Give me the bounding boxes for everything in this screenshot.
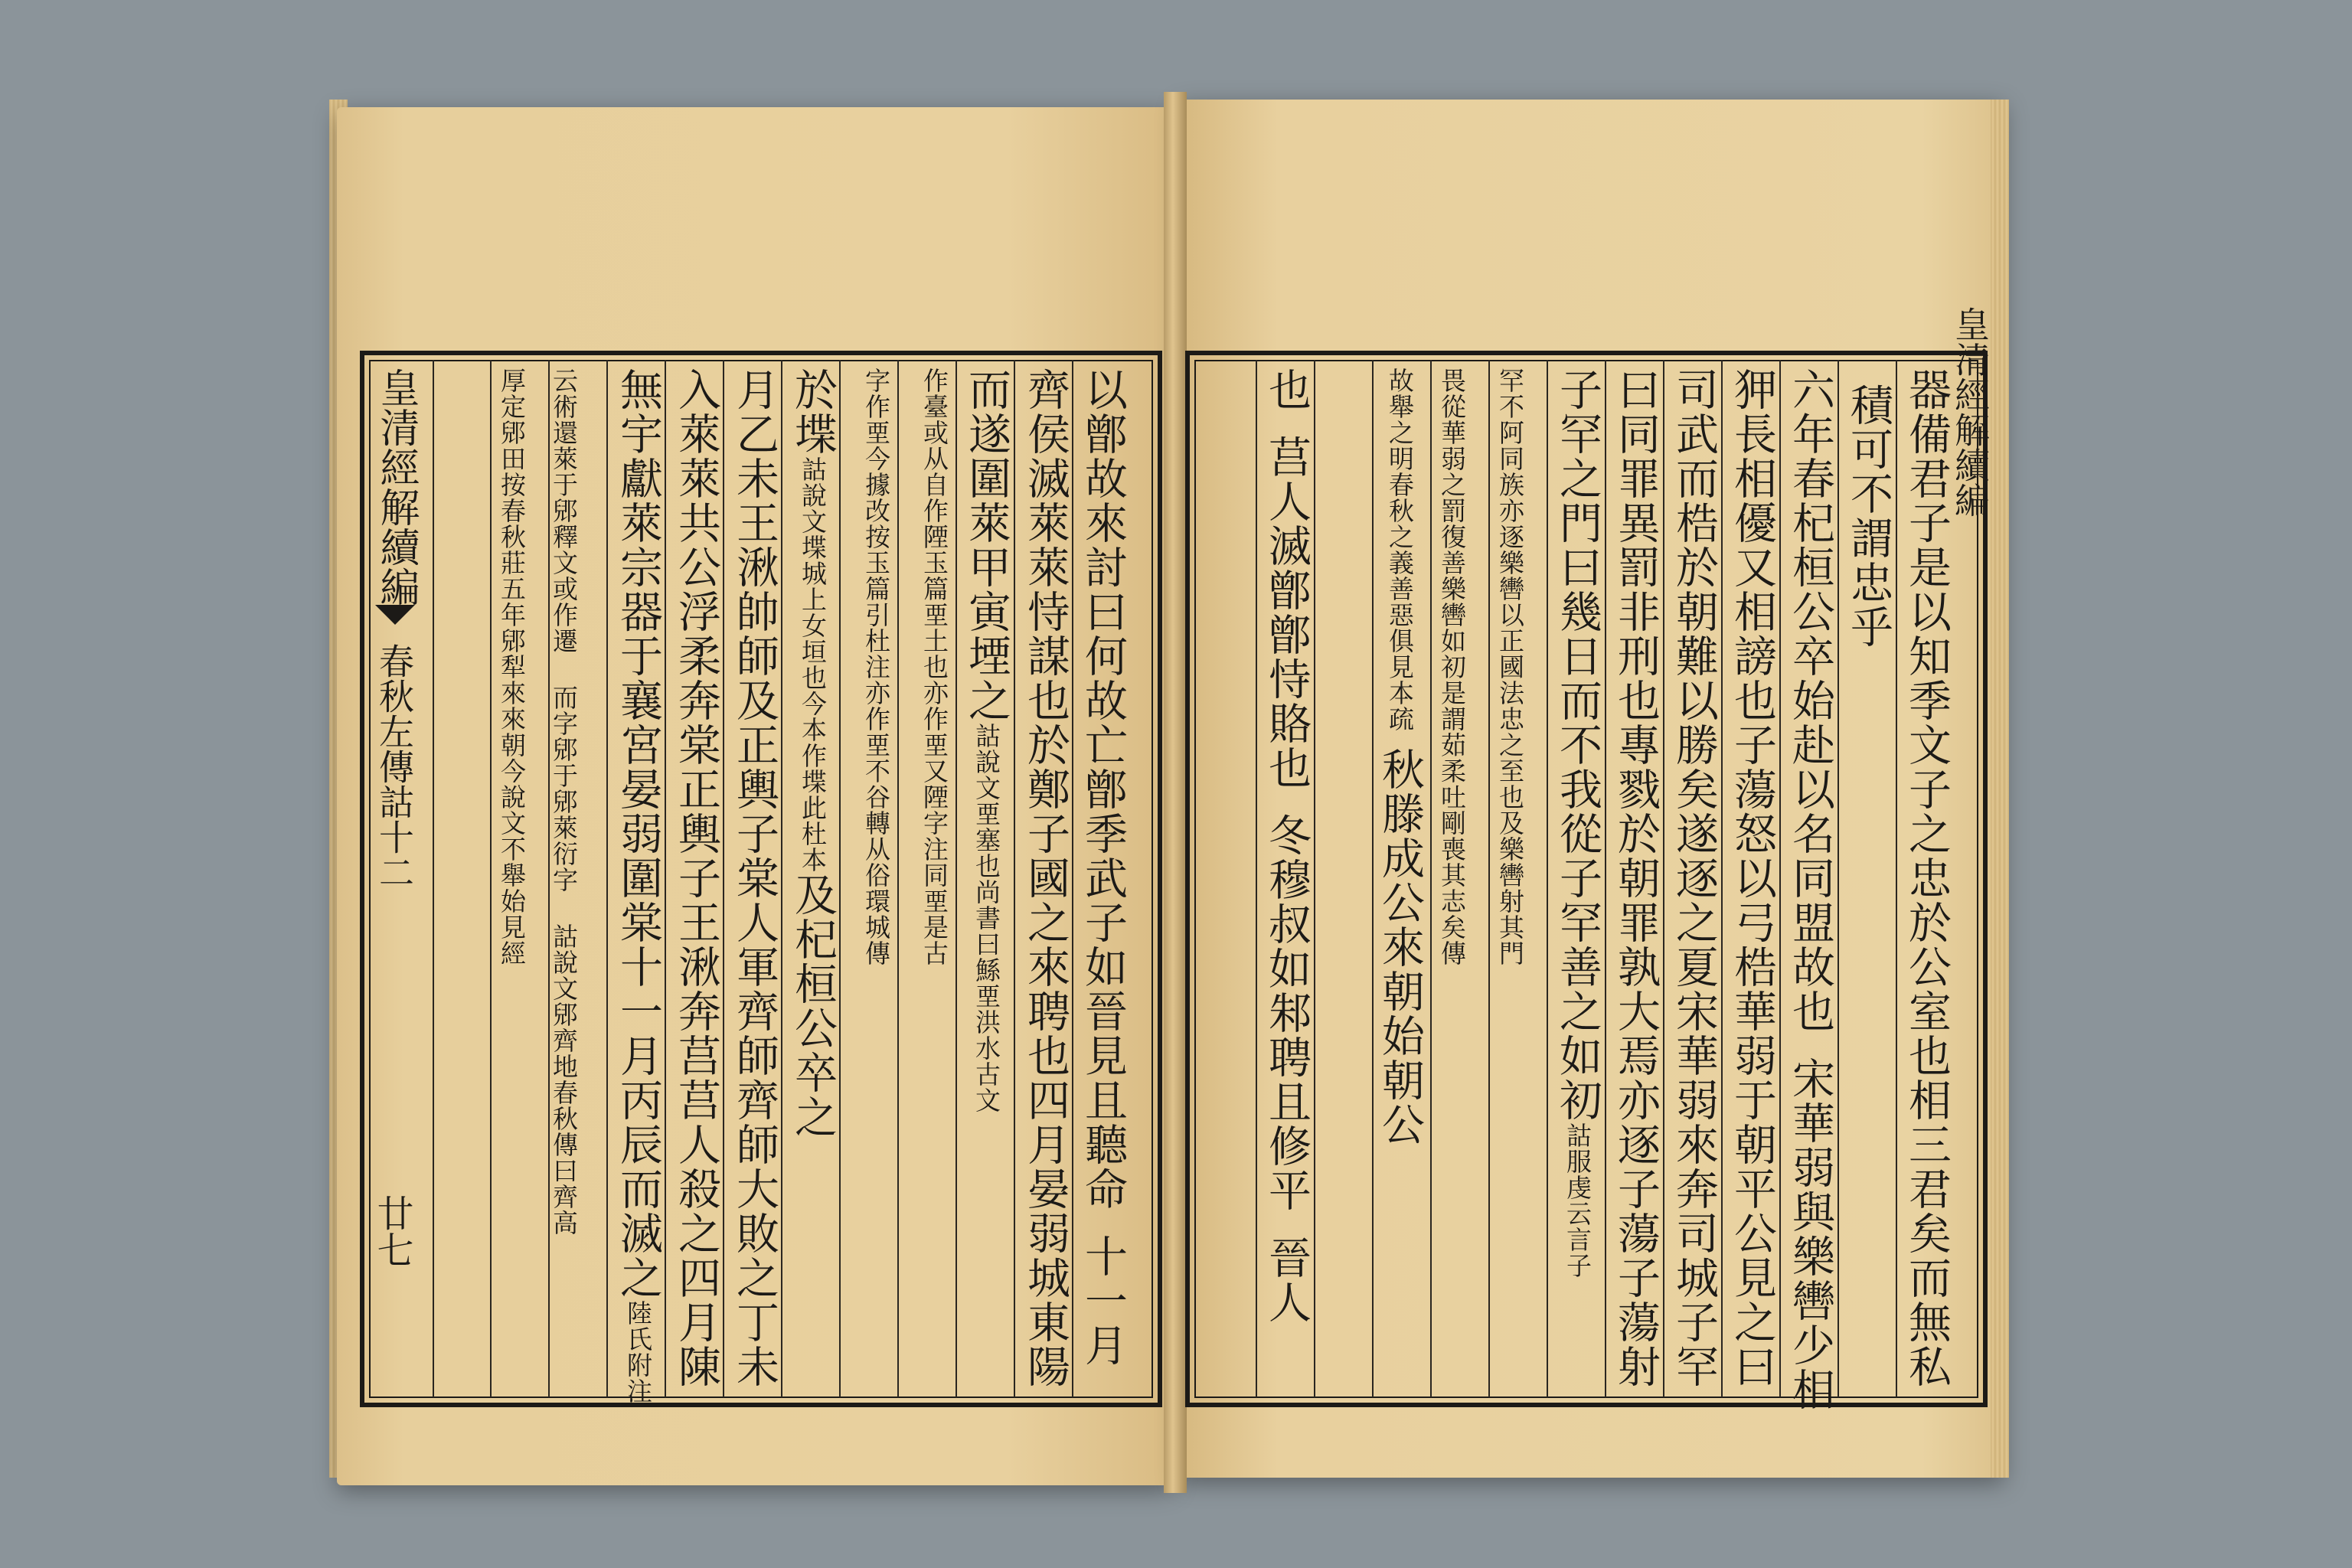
book-gutter: [1164, 92, 1187, 1493]
left-margin-chapter: 春秋左傳詁十二: [374, 643, 415, 890]
right-margin-title: 皇清經解續編: [1949, 306, 1991, 518]
right-col-11: 也莒人滅鄫鄫恃賂也冬穆叔如邾聘且修平晉人: [1262, 368, 1312, 1325]
left-col-4: 作臺或从自作陻玉篇垔土也亦作垔又陻字注同垔是古: [920, 368, 949, 966]
left-col-8: 入萊萊共公浮柔奔棠正輿子王湫奔莒莒人殺之四月陳: [671, 368, 721, 1389]
right-col-9: 畏從華弱之罰復善樂轡如初是謂茹柔吐剛喪其志矣傳: [1437, 368, 1467, 966]
left-col-2: 齊侯滅萊萊恃謀也於鄭子國之來聘也四月晏弱城東陽: [1021, 368, 1070, 1389]
right-col-7: 子罕之門曰幾日而不我從子罕善之如初詁服虔云言子: [1553, 368, 1602, 1279]
right-col-1: 器備君子是以知季文子之忠於公室也相三君矣而無私: [1902, 368, 1952, 1389]
left-margin-title: 皇清經解續編: [373, 368, 419, 606]
left-col-6: 於堞詁說文堞城上女垣也今本作堞此杜本及杞桓公卒之: [788, 368, 838, 1139]
left-margin-folio: 廿七: [371, 1194, 413, 1268]
left-col-7: 月乙未王湫帥師及正輿子棠人軍齊師齊師大敗之丁未: [730, 368, 779, 1389]
left-col-3: 而遂圍萊甲寅堙之詁說文垔塞也尚書曰鯀垔洪水古文: [962, 368, 1011, 1113]
left-col-11: 厚定郳田按春秋莊五年郳犁來來朝今說文不舉始見經: [497, 368, 527, 966]
right-col-3: 六年春杞桓公卒始赴以名同盟故也宋華弱與樂轡少相: [1785, 368, 1835, 1412]
left-col-5: 字作垔今據改按玉篇引杜注亦作垔不谷轉从俗環城傳: [861, 368, 891, 966]
left-fold-mark: [375, 605, 415, 625]
left-col-10: 云術還萊于郳釋文或作遷 而字郳于郳萊衍字 詁說文郳齊地春秋傳曰齊高: [549, 368, 579, 1236]
right-col-5: 司武而梏於朝難以勝矣遂逐之夏宋華弱來奔司城子罕: [1669, 368, 1719, 1389]
right-col-4: 狎長相優又相謗也子蕩怒以弓梏華弱于朝平公見之曰: [1727, 368, 1777, 1389]
right-col-8: 罕不阿同族亦逐樂轡以正國法忠之至也及樂轡射其門: [1495, 368, 1525, 966]
left-col-9: 無宇獻萊宗器于襄宮晏弱圍棠十一月丙辰而滅之陸氏附注: [613, 368, 663, 1404]
right-col-10: 故舉之明春秋之義善惡俱見本疏秋滕成公來朝始朝公: [1375, 368, 1425, 1147]
left-col-1: 以鄫故來討曰何故亡鄫季武子如晉見且聽命十一月: [1078, 368, 1128, 1367]
right-col-6: 曰同罪異罰非刑也專戮於朝罪孰大焉亦逐子蕩子蕩射: [1611, 368, 1661, 1389]
right-col-2: 積可不謂忠乎: [1844, 383, 1893, 649]
